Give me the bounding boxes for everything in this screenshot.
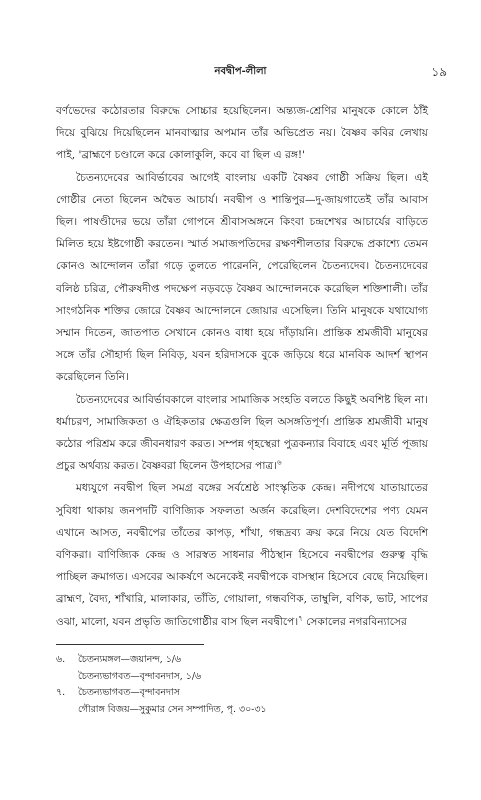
- paragraph: [56, 389, 428, 478]
- paragraph-text: চৈতন্যদেবের আবির্ভাবের আগেই বাংলায় একটি বৈষ্ণব গোষ্ঠী সক্রিয় ছিল। এই গোষ্ঠীর নেতা ছিলেন অদ্বৈত আচার্য। নবদ্বীপ ও শান্তিপুর—দু-জায়গাতেই তাঁর আবাস ছিল। পাষণ্ডীদের ভয়ে তাঁরা গোপনে শ্রীবাসঅঙ্গনে কিংবা চন্দ্রশেখর আচার্যের বাড়িতে মিলিত হয়ে ইষ্টগোষ্ঠী করতেন। স্মার্ত সমাজপতিদের রক্ষণশীলতার বিরুদ্ধে প্রকাশ্যে তেমন কোনও আন্দোলন তাঁরা গড়ে তুলতে পারেননি, পেরেছিলেন চৈতন্যদেব। চৈতন্যদেবের বলিষ্ঠ চরিত্র, পৌরুষদীপ্ত পদক্ষেপ নড়বড়ে বৈষ্ণব আন্দোলনকে করেছিল শক্তিশালী। তাঁর সাংগঠনিক শক্তির জোরে বৈষ্ণব আন্দোলনে জোয়ার এসেছিল। তিনি মানুষকে যথাযোগ্য সম্মান দিতেন, জাতপাত সেখানে কোনও বাধা হয়ে দাঁড়ায়নি। প্রান্তিক শ্রমজীবী মানুষের সঙ্গে তাঁর সৌহার্দ্য ছিল নিবিড়, যবন হরিদাসকে বুকে জড়িয়ে ধরে মানবিক আদর্শ স্থাপন করেছিলেন তিনি।: [56, 171, 428, 384]
- paragraph-text: মধ্যযুগে নবদ্বীপ ছিল সমগ্র বঙ্গের সর্বশ্রেষ্ঠ সাংস্কৃতিক কেন্দ্র। নদীপথে যাতায়াতের সুবিধা থাকায় জনপদটি বাণিজ্যিক সফলতা অর্জন করেছিল। দেশবিদেশের পণ্য যেমন এখানে আসত, নবদ্বীপের তাঁতের কাপড়, শাঁখা, গন্ধদ্রব্য ক্রয় করে নিয়ে যেত বিদেশি বণিকরা। বাণিজ্যিক কেন্দ্র ও সারস্বত সাধনার পীঠস্থান হিসেবে নবদ্বীপের গুরুত্ব বৃদ্ধি পাচ্ছিল ক্রমাগত। এসবের আকর্ষণে অনেকেই নবদ্বীপকে বাসস্থান হিসেবে বেছে নিয়েছিল। ব্রাহ্মণ, বৈদ্য, শাঁখারি, মালাকার, তাঁতি, গোয়ালা, গন্ধবণিক, তাম্বুলি, বণিক, ভাট, সাপের ওঝা, মালো, যবন প্রভৃতি জাতিগোষ্ঠীর বাস ছিল নবদ্বীপে।: [56, 482, 428, 628]
- footnote: [56, 702, 428, 719]
- paragraph-text: চৈতন্যদেবের আবির্ভাবকালে বাংলার সামাজিক সংহতি বলতে কিছুই অবশিষ্ট ছিল না। ধর্মাচরণ, সামাজিকতা ও ঐহিকতার ক্ষেত্রগুলি ছিল অসঙ্গতিপূর্ণ। প্রান্তিক শ্রমজীবী মানুষ কঠোর পরিশ্রম করে জীবনধারণ করত। সম্পন্ন গৃহস্থেরা পুত্রকন্যার বিবাহে এবং মূর্তি পূজায় প্রচুর অর্থব্যয় করত। বৈষ্ণবরা ছিলেন উপহাসের পাত্র।: [56, 393, 428, 473]
- footnote-number: ৬.: [56, 654, 66, 665]
- footnote-marker: ৭: [298, 614, 303, 623]
- footnote-marker: ৬: [276, 458, 282, 467]
- footnote-text: গৌরাঙ্গ বিজয়—সুকুমার সেন সম্পাদিত, পৃ. ৩০-৩১: [78, 703, 267, 715]
- footnote: [56, 669, 428, 686]
- paragraph: [56, 477, 428, 632]
- running-header: [0, 62, 481, 82]
- footnote: [56, 685, 428, 702]
- footnote-divider: [56, 644, 204, 645]
- footnote: [56, 652, 428, 669]
- footnote-number: ৭.: [56, 687, 66, 698]
- body-text: [56, 100, 428, 633]
- chapter-title: নবদ্বীপ-লীলা: [214, 66, 267, 77]
- page-number: ১৯: [431, 65, 447, 79]
- paragraph: [56, 167, 428, 389]
- paragraph-text: বর্ণভেদের কঠোরতার বিরুদ্ধে সোচ্চার হয়েছিলেন। অন্ত্যজ-শ্রেণির মানুষকে কোলে ঠাঁই দিয়ে বুঝিয়ে দিয়েছিলেন মানবাত্মার অপমান তাঁর অভিপ্রেত নয়। বৈষ্ণব কবির লেখায় পাই, 'ব্রাহ্মণে চণ্ডালে করে কোলাকুলি, কবে বা ছিল এ রঙ্গ!': [56, 105, 428, 162]
- footnote-text: চৈতন্যভাগবত—বৃন্দাবনদাস, ১/৬: [78, 670, 202, 682]
- paragraph: [56, 100, 428, 167]
- footnotes: [56, 652, 428, 718]
- footnote-text: চৈতন্যভাগবত—বৃন্দাবনদাস: [78, 687, 180, 698]
- footnote-text: চৈতন্যমঙ্গল—জয়ানন্দ, ১/৬: [78, 654, 182, 665]
- paragraph-continuation: সেকালের নগরবিন্যাসের: [306, 615, 407, 628]
